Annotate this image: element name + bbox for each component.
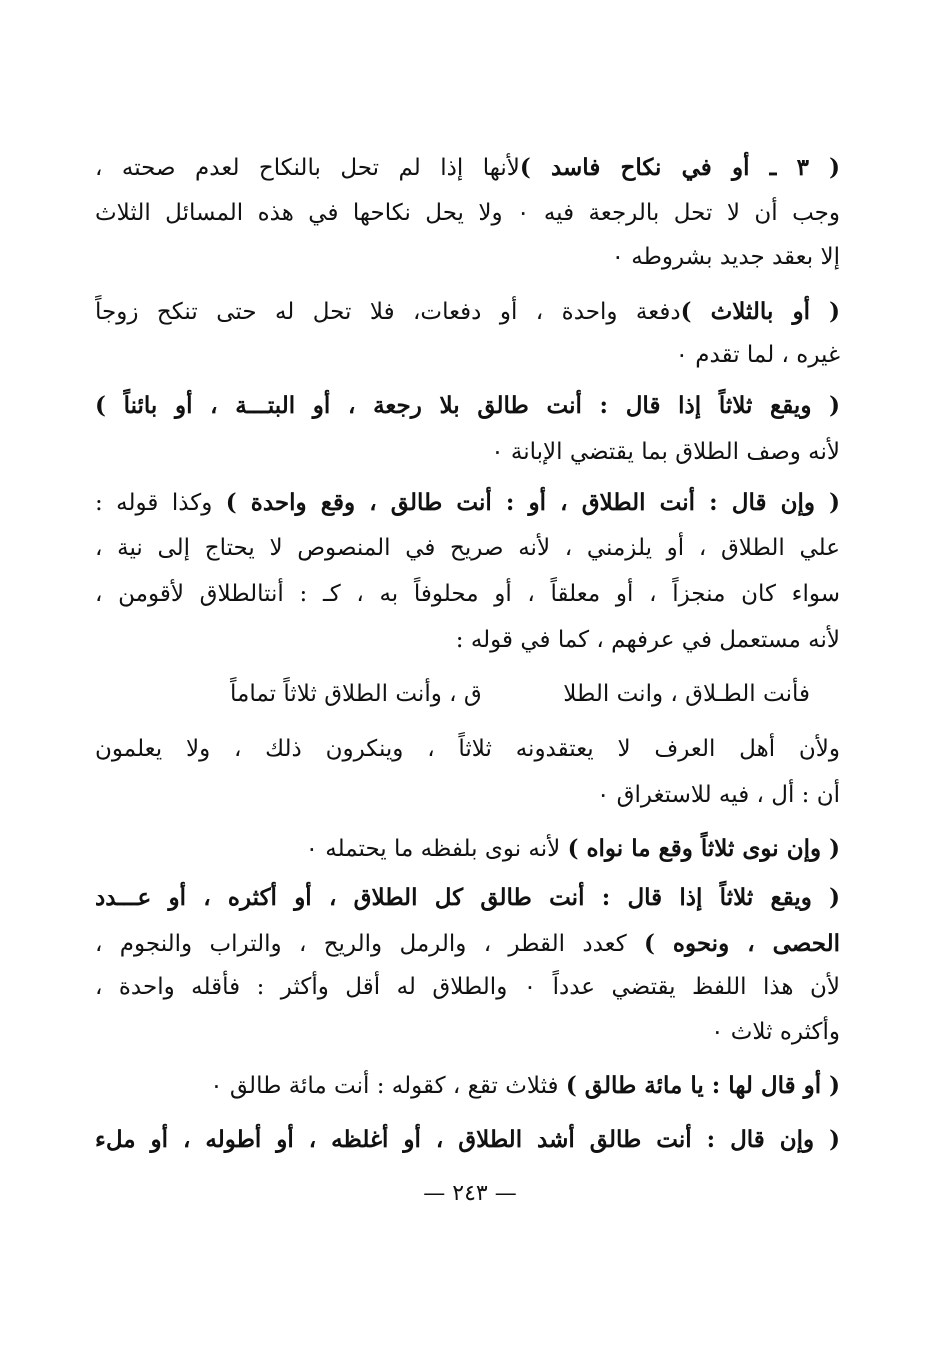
text-line xyxy=(95,731,840,767)
bold-span: ( وإن قال : أنت الطلاق ، أو : أنت طالق ، وقع واحدة ) xyxy=(225,489,840,516)
verse-line xyxy=(230,676,810,712)
text-line xyxy=(95,388,840,424)
text-line xyxy=(95,530,840,566)
text-span: وجب أن لا تحل بالرجعة فيه ٠ ولا يحل نكاحها في هذه المسائل الثلاث xyxy=(95,200,840,226)
text-span: غيره ، لما تقدم ٠ xyxy=(675,342,840,368)
text-line xyxy=(95,1014,840,1050)
text-line xyxy=(95,969,840,1005)
text-span: وكذا قوله : xyxy=(95,490,226,516)
text-span: وأكثره ثلاث ٠ xyxy=(711,1019,840,1045)
text-span: لأنه وصف الطلاق بما يقتضي الإبانة ٠ xyxy=(491,439,840,465)
text-span: سواء كان منجزاً ، أو معلقاً ، أو محلوفاً به ، كـ : أنتالطلاق لأقومن ، xyxy=(95,581,840,607)
text-line xyxy=(95,434,840,470)
text-line xyxy=(95,576,840,612)
bold-span: الحصى ، ونحوه ) xyxy=(644,930,840,957)
bold-span: ( ويقع ثلاثاً إذا قال : أنت طالق بلا رجعة ، أو البتـــة ، أو بائناً ) xyxy=(95,392,840,419)
text-span: إلا بعقد جديد بشروطه ٠ xyxy=(611,244,840,270)
text-span: علي الطلاق ، أو يلزمني ، لأنه صريح في المنصوص لا يحتاج إلى نية ، xyxy=(95,535,840,561)
bold-span: ( ٣ ـ أو في نكاح فاسد ) xyxy=(519,154,840,181)
text-span: لأن هذا اللفظ يقتضي عدداً ٠ والطلاق له أقل وأكثر : فأقله واحدة ، xyxy=(95,974,840,1000)
text-span: دفعة واحدة ، أو دفعات، فلا تحل له حتى تنكح زوجاً xyxy=(95,299,681,325)
page-number: — ٢٤٣ — xyxy=(423,1181,517,1206)
bold-span: ( وإن قال : أنت طالق أشد الطلاق ، أو أغلظه ، أو أطوله ، أو ملء xyxy=(95,1126,840,1153)
text-span: لأنها إذا لم تحل بالنكاح لعدم صحته ، xyxy=(95,155,520,181)
text-line xyxy=(95,622,840,658)
text-line xyxy=(95,1068,840,1104)
text-line xyxy=(95,777,840,813)
text-line xyxy=(95,880,840,916)
text-line xyxy=(95,831,840,867)
text-line xyxy=(95,294,840,330)
text-span: لأنه مستعمل في عرفهم ، كما في قوله : xyxy=(455,627,840,653)
text-span: ولأن أهل العرف لا يعتقدونه ثلاثاً ، وينكرون ذلك ، ولا يعلمون xyxy=(95,736,840,762)
verse-second-hemistich: ق ، وأنت الطلاق ثلاثاً تماماً xyxy=(230,681,482,707)
text-line xyxy=(95,150,840,186)
text-line xyxy=(95,926,840,962)
verse-first-hemistich: فأنت الطـلاق ، وانت الطلا xyxy=(563,681,810,707)
bold-span: ( ويقع ثلاثاً إذا قال : أنت طالق كل الطلاق ، أو أكثره ، أو عـــدد xyxy=(95,884,840,911)
text-line xyxy=(95,239,840,275)
bold-span: ( وإن نوى ثلاثاً وقع ما نواه ) xyxy=(567,835,840,862)
bold-span: ( أو بالثلاث ) xyxy=(680,298,840,325)
text-span: فثلاث تقع ، كقوله : أنت مائة طالق ٠ xyxy=(210,1073,566,1099)
text-line xyxy=(95,195,840,231)
bold-span: ( أو قال لها : يا مائة طالق ) xyxy=(565,1072,840,1099)
text-span: كعدد القطر ، والرمل والريح ، والتراب والنجوم ، xyxy=(95,931,645,957)
text-line xyxy=(95,337,840,373)
text-span: لأنه نوى بلفظه ما يحتمله ٠ xyxy=(305,836,568,862)
text-line xyxy=(95,1122,840,1158)
text-line xyxy=(95,485,840,521)
text-span: أن : أل ، فيه للاستغراق ٠ xyxy=(596,782,840,808)
